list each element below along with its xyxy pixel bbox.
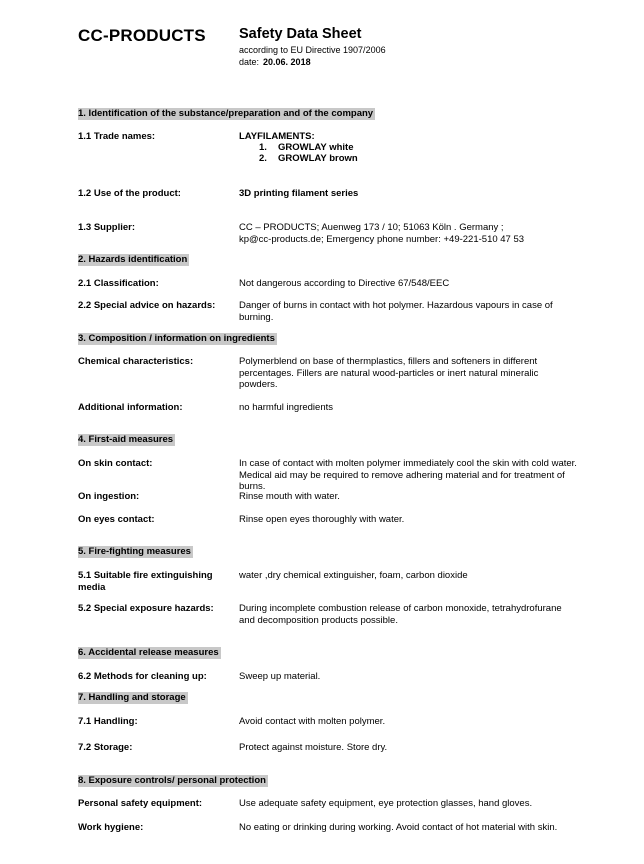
additional-information-label: Additional information: — [78, 402, 183, 413]
trade-name: GROWLAY brown — [278, 153, 358, 164]
cleaning-up-value: Sweep up material. — [239, 671, 321, 682]
supplier-line-1: CC – PRODUCTS; Auenweg 173 / 10; 51063 Köln . Germany ; — [239, 222, 504, 233]
trade-name-item — [259, 142, 353, 154]
storage-value: Protect against moisture. Store dry. — [239, 742, 388, 753]
eyes-contact-value: Rinse open eyes thoroughly with water. — [239, 514, 405, 525]
classification-value: Not dangerous according to Directive 67/548/EEC — [239, 278, 450, 289]
chemical-characteristics-label: Chemical characteristics: — [78, 356, 194, 367]
extinguishing-media-value: water ,dry chemical extinguisher, foam, carbon dioxide — [239, 570, 468, 581]
special-advice-value: Danger of burns in contact with hot polymer. Hazardous vapours in case of burning. — [239, 300, 553, 323]
use-value: 3D printing filament series — [239, 188, 359, 199]
ingestion-label: On ingestion: — [78, 491, 140, 502]
document-subtitle: according to EU Directive 1907/2006 — [239, 45, 386, 55]
trade-names-value: LAYFILAMENTS: — [239, 131, 315, 142]
trade-name-item — [259, 153, 358, 165]
section-heading-accidental-release: 6. Accidental release measures — [78, 647, 219, 658]
storage-label: 7.2 Storage: — [78, 742, 133, 753]
list-number: 1. — [259, 142, 267, 153]
section-heading-identification: 1. Identification of the substance/preparation and of the company — [78, 108, 374, 119]
special-advice-label: 2.2 Special advice on hazards: — [78, 300, 216, 311]
section-heading-hazards: 2. Hazards identification — [78, 254, 188, 265]
eyes-contact-label: On eyes contact: — [78, 514, 155, 525]
exposure-hazards-value: During incomplete combustion release of carbon monoxide, tetrahydrofurane and decomposition products possible. — [239, 603, 562, 626]
date-label: date: — [239, 57, 260, 67]
skin-contact-value: In case of contact with molten polymer immediately cool the skin with cold water. Medical aid may be required to remove adhering material and for treatment of burns. — [239, 458, 577, 492]
list-number: 2. — [259, 153, 267, 164]
additional-information-value: no harmful ingredients — [239, 402, 333, 413]
handling-label: 7.1 Handling: — [78, 716, 138, 727]
personal-safety-value: Use adequate safety equipment, eye protection glasses, hand gloves. — [239, 798, 533, 809]
handling-value: Avoid contact with molten polymer. — [239, 716, 386, 727]
personal-safety-label: Personal safety equipment: — [78, 798, 203, 809]
exposure-hazards-label: 5.2 Special exposure hazards: — [78, 603, 214, 614]
document-title: Safety Data Sheet — [239, 26, 362, 42]
section-heading-first-aid: 4. First-aid measures — [78, 434, 174, 445]
date-value: 20.06. 2018 — [263, 57, 311, 67]
section-heading-composition: 3. Composition / information on ingredients — [78, 333, 275, 344]
trade-name: GROWLAY white — [278, 142, 354, 153]
classification-label: 2.1 Classification: — [78, 278, 159, 289]
use-label: 1.2 Use of the product: — [78, 188, 181, 199]
ingestion-value: Rinse mouth with water. — [239, 491, 340, 502]
chemical-characteristics-value: Polymerblend on base of thermplastics, fillers and softeners in different percentages. Fillers are natural wood-particles or inert natural mineralic powders. — [239, 356, 539, 390]
trade-names-label: 1.1 Trade names: — [78, 131, 156, 142]
work-hygiene-value: No eating or drinking during working. Avoid contact of hot material with skin. — [239, 822, 558, 833]
section-heading-fire-fighting: 5. Fire-fighting measures — [78, 546, 191, 557]
cleaning-up-label: 6.2 Methods for cleaning up: — [78, 671, 207, 682]
work-hygiene-label: Work hygiene: — [78, 822, 144, 833]
section-heading-handling-storage: 7. Handling and storage — [78, 692, 186, 703]
document-date — [239, 57, 311, 67]
supplier-label: 1.3 Supplier: — [78, 222, 136, 233]
skin-contact-label: On skin contact: — [78, 458, 153, 469]
company-name: CC-PRODUCTS — [78, 26, 206, 45]
supplier-line-2: kp@cc-products.de; Emergency phone number: +49-221-510 47 53 — [239, 234, 525, 245]
section-heading-exposure-controls: 8. Exposure controls/ personal protection — [78, 775, 266, 786]
extinguishing-media-label: 5.1 Suitable fire extinguishing media — [78, 570, 213, 593]
